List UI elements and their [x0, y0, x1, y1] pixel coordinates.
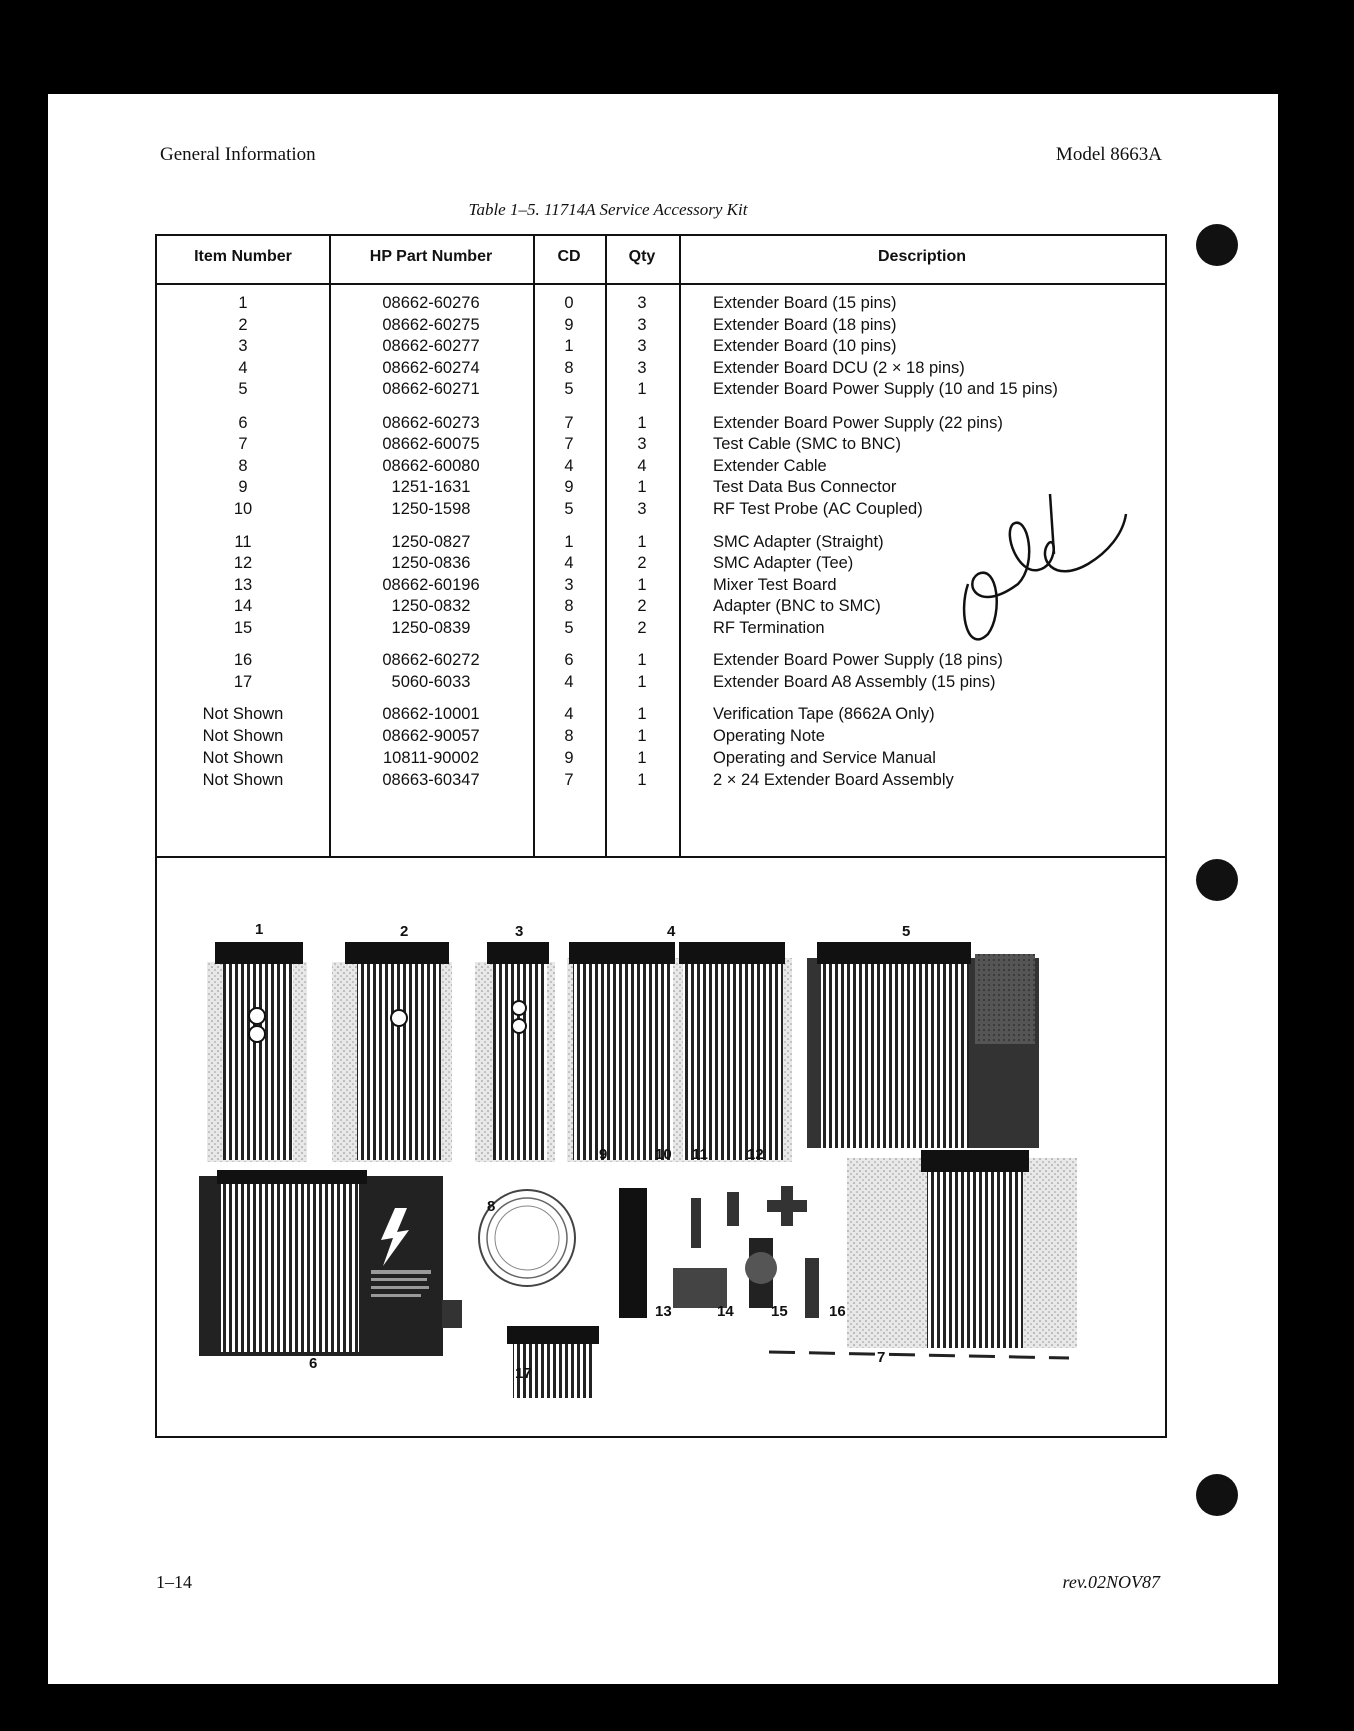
figure-callout-12: 12 — [747, 1146, 764, 1163]
cell-part-number: 1250-0832 — [391, 597, 471, 615]
figure-callout-8: 8 — [487, 1198, 496, 1215]
cell-item-number: 2 — [238, 316, 248, 334]
handwritten-signature — [958, 474, 1128, 664]
figure-callout-17: 17 — [515, 1365, 532, 1382]
cell-description: Extender Board Power Supply (18 pins) — [713, 651, 1003, 669]
cell-item-number: Not Shown — [202, 705, 284, 723]
cell-description: SMC Adapter (Straight) — [713, 533, 884, 551]
page-number: 1–14 — [156, 1572, 192, 1592]
cell-cd: 8 — [564, 597, 574, 615]
cell-item-number: 14 — [233, 597, 253, 615]
cell-description: Operating and Service Manual — [713, 749, 936, 767]
cell-part-number: 08662-60277 — [382, 337, 480, 355]
table-row — [157, 673, 1165, 697]
cell-item-number: Not Shown — [202, 771, 284, 789]
cell-item-number: 8 — [238, 457, 248, 475]
header-description: Description — [877, 248, 966, 265]
cell-qty: 1 — [637, 727, 647, 745]
cell-part-number: 08662-60273 — [382, 414, 480, 432]
cell-qty: 2 — [637, 554, 647, 572]
cell-item-number: 10 — [233, 500, 253, 518]
cell-item-number: 3 — [238, 337, 248, 355]
figure-callout-13: 13 — [655, 1303, 672, 1320]
cell-qty: 1 — [637, 414, 647, 432]
table-row — [157, 705, 1165, 729]
accessory-illustration — [157, 858, 1165, 1436]
cell-item-number: 4 — [238, 359, 248, 377]
cell-description: RF Termination — [713, 619, 825, 637]
cell-cd: 5 — [564, 500, 574, 518]
header-qty: Qty — [628, 248, 656, 265]
cell-item-number: 11 — [234, 533, 252, 551]
cell-item-number: 13 — [233, 576, 253, 594]
cell-part-number: 08662-60272 — [382, 651, 480, 669]
cell-cd: 0 — [564, 294, 574, 312]
cell-part-number: 1250-0839 — [391, 619, 471, 637]
cell-description: Extender Board (10 pins) — [713, 337, 897, 355]
cell-item-number: 9 — [238, 478, 248, 496]
cell-part-number: 1251-1631 — [391, 478, 471, 496]
cell-description: Extender Board Power Supply (22 pins) — [713, 414, 1003, 432]
cell-cd: 7 — [564, 414, 574, 432]
cell-description: 2 × 24 Extender Board Assembly — [713, 771, 954, 789]
figure-callout-1: 1 — [255, 921, 264, 938]
header-item-number: Item Number — [194, 248, 292, 265]
figure-callout-10: 10 — [655, 1146, 672, 1163]
cell-description: Mixer Test Board — [713, 576, 837, 594]
cell-part-number: 1250-0836 — [391, 554, 471, 572]
table-row — [157, 749, 1165, 773]
figure-callout-3: 3 — [515, 923, 524, 940]
cell-description: Test Data Bus Connector — [713, 478, 897, 496]
cell-cd: 9 — [564, 749, 574, 767]
header-cd: CD — [557, 248, 581, 265]
table-caption: Table 1–5. 11714A Service Accessory Kit — [468, 200, 748, 219]
table-row — [157, 380, 1165, 404]
cell-cd: 4 — [564, 457, 574, 475]
cell-description: SMC Adapter (Tee) — [713, 554, 854, 572]
binder-hole — [1196, 224, 1238, 266]
table-row — [157, 337, 1165, 361]
figure-callout-16: 16 — [829, 1303, 846, 1320]
accessory-photo — [157, 858, 1165, 1436]
table-row — [157, 294, 1165, 318]
cell-qty: 3 — [637, 359, 647, 377]
cell-description: Verification Tape (8662A Only) — [713, 705, 935, 723]
cell-description: Adapter (BNC to SMC) — [713, 597, 881, 615]
cell-qty: 3 — [637, 316, 647, 334]
cell-qty: 1 — [637, 478, 647, 496]
figure-callout-7: 7 — [877, 1349, 886, 1366]
cell-cd: 7 — [564, 435, 574, 453]
header-model: Model 8663A — [1055, 144, 1162, 165]
cell-cd: 9 — [564, 478, 574, 496]
cell-cd: 1 — [564, 337, 574, 355]
cell-description: Extender Board Power Supply (10 and 15 pins) — [713, 380, 1058, 398]
revision-date: rev.02NOV87 — [1062, 1572, 1160, 1592]
cell-qty: 2 — [637, 619, 647, 637]
header-section-title: General Information — [160, 144, 316, 165]
cell-item-number: 7 — [238, 435, 248, 453]
cell-description: Extender Board DCU (2 × 18 pins) — [713, 359, 965, 377]
cell-part-number: 5060-6033 — [391, 673, 471, 691]
cell-part-number: 08662-60274 — [382, 359, 480, 377]
cell-qty: 1 — [637, 651, 647, 669]
cell-qty: 4 — [637, 457, 647, 475]
cell-cd: 4 — [564, 705, 574, 723]
cell-qty: 3 — [637, 294, 647, 312]
cell-cd: 4 — [564, 554, 574, 572]
cell-description: RF Test Probe (AC Coupled) — [713, 500, 923, 518]
cell-cd: 8 — [564, 359, 574, 377]
cell-qty: 2 — [637, 597, 647, 615]
cell-qty: 3 — [637, 500, 647, 518]
cell-cd: 6 — [564, 651, 574, 669]
cell-description: Extender Board (18 pins) — [713, 316, 897, 334]
header-part-number: HP Part Number — [369, 248, 493, 265]
cell-cd: 5 — [564, 619, 574, 637]
cell-item-number: 17 — [233, 673, 253, 691]
figure-callout-15: 15 — [771, 1303, 788, 1320]
cell-qty: 1 — [637, 771, 647, 789]
figure-callout-9: 9 — [599, 1146, 608, 1163]
cell-part-number: 08662-60271 — [382, 380, 480, 398]
cell-cd: 4 — [564, 673, 574, 691]
header-rule — [157, 283, 1165, 285]
cell-part-number: 08662-60275 — [382, 316, 480, 334]
cell-qty: 1 — [637, 749, 647, 767]
cell-qty: 1 — [637, 533, 647, 551]
cell-qty: 1 — [637, 576, 647, 594]
cell-cd: 1 — [564, 533, 574, 551]
cell-qty: 1 — [637, 380, 647, 398]
cell-part-number: 08662-60196 — [382, 576, 480, 594]
cell-qty: 3 — [637, 337, 647, 355]
cell-description: Extender Board (15 pins) — [713, 294, 897, 312]
table-row — [157, 771, 1165, 795]
cell-description: Operating Note — [713, 727, 825, 745]
cell-part-number: 10811-90002 — [382, 749, 480, 767]
cell-cd: 8 — [564, 727, 574, 745]
cell-part-number: 08662-90057 — [382, 727, 480, 745]
cell-description: Extender Cable — [713, 457, 827, 475]
figure-callout-6: 6 — [309, 1355, 318, 1372]
cell-item-number: 1 — [238, 294, 248, 312]
cell-item-number: 16 — [233, 651, 253, 669]
cell-part-number: 08662-60276 — [382, 294, 480, 312]
binder-hole — [1196, 1474, 1238, 1516]
cell-cd: 5 — [564, 380, 574, 398]
cell-part-number: 08663-60347 — [382, 771, 480, 789]
cell-part-number: 08662-60080 — [382, 457, 480, 475]
cell-qty: 3 — [637, 435, 647, 453]
cell-part-number: 08662-60075 — [382, 435, 480, 453]
cell-item-number: 12 — [233, 554, 253, 572]
cell-item-number: 15 — [233, 619, 253, 637]
table-row — [157, 435, 1165, 459]
binder-hole — [1196, 859, 1238, 901]
figure-callout-14: 14 — [717, 1303, 734, 1320]
document-page — [48, 94, 1278, 1684]
figure-callout-2: 2 — [400, 923, 409, 940]
cell-cd: 3 — [564, 576, 574, 594]
cell-item-number: 6 — [238, 414, 248, 432]
accessory-table — [155, 234, 1167, 1438]
cell-cd: 9 — [564, 316, 574, 334]
cell-cd: 7 — [564, 771, 574, 789]
cell-item-number: Not Shown — [202, 727, 284, 745]
cell-qty: 1 — [637, 673, 647, 691]
cell-part-number: 08662-10001 — [382, 705, 480, 723]
cell-qty: 1 — [637, 705, 647, 723]
figure-callout-11: 11 — [692, 1146, 708, 1163]
cell-part-number: 1250-1598 — [391, 500, 471, 518]
figure-callout-5: 5 — [902, 923, 911, 940]
cell-item-number: 5 — [238, 380, 248, 398]
figure-callout-4: 4 — [667, 923, 676, 940]
cell-item-number: Not Shown — [202, 749, 284, 767]
table-row — [157, 727, 1165, 751]
cell-part-number: 1250-0827 — [391, 533, 471, 551]
cell-description: Test Cable (SMC to BNC) — [713, 435, 901, 453]
cell-description: Extender Board A8 Assembly (15 pins) — [713, 673, 996, 691]
